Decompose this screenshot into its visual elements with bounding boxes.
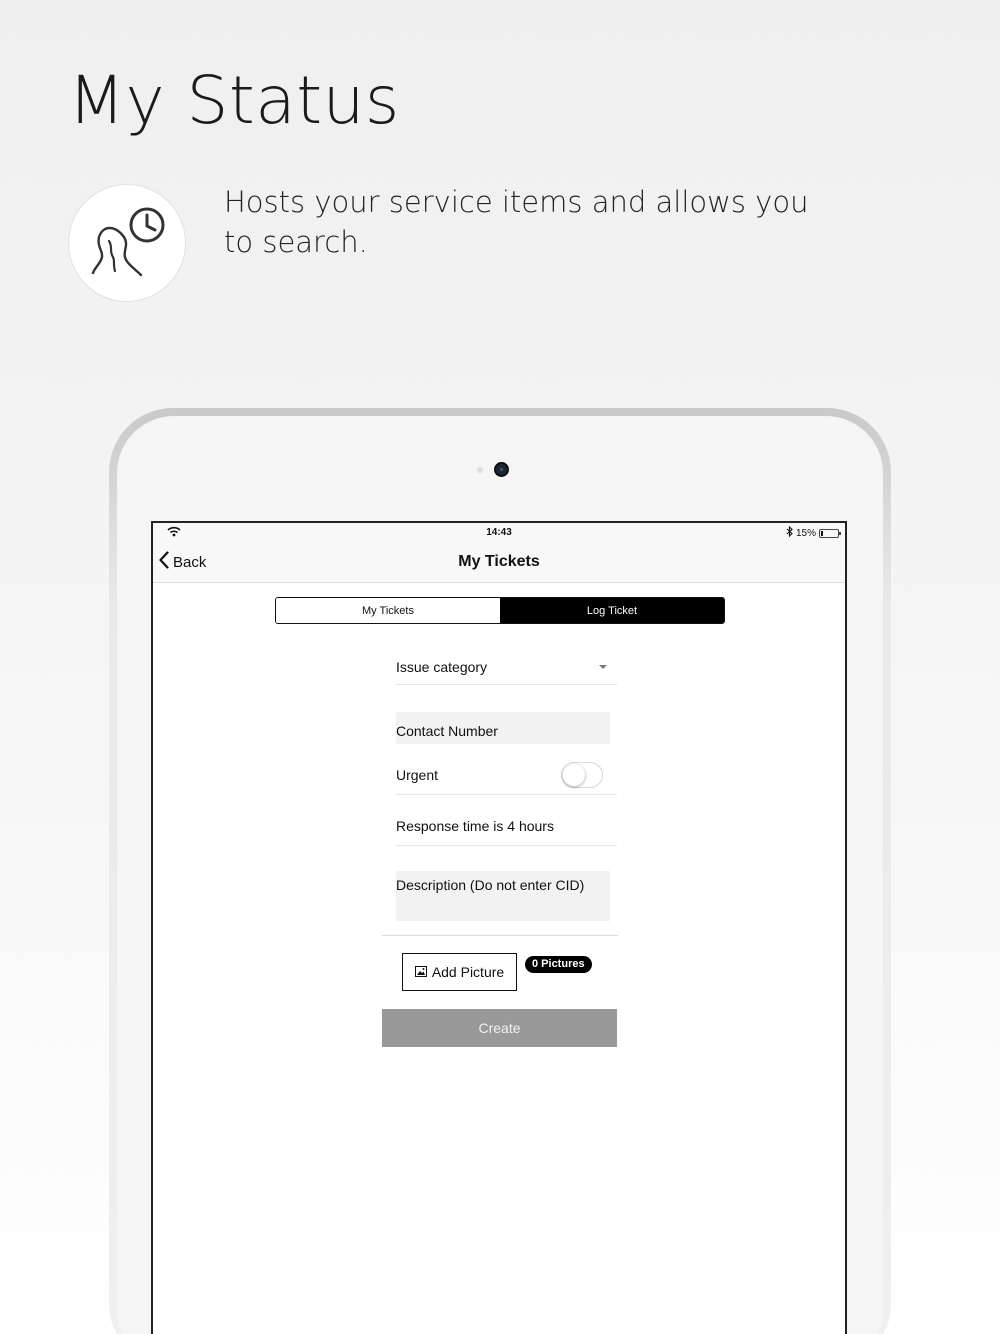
hero-title: My Status xyxy=(68,62,400,139)
tab-log-ticket[interactable]: Log Ticket xyxy=(500,598,724,623)
pictures-count-badge: 0 Pictures xyxy=(525,956,592,973)
image-icon xyxy=(415,964,427,980)
toggle-knob xyxy=(563,764,585,786)
app-screen xyxy=(151,521,847,1334)
caret-down-icon xyxy=(599,665,607,669)
urgent-row xyxy=(396,763,617,795)
person-clock-icon xyxy=(68,184,186,302)
hero-description: Hosts your service items and allows you to search. xyxy=(224,185,809,259)
battery-percent: 15% xyxy=(795,527,816,539)
create-button[interactable]: Create xyxy=(382,1009,617,1047)
status-time: 14:43 xyxy=(486,527,512,538)
bluetooth-icon xyxy=(786,526,793,540)
status-bar xyxy=(153,523,845,543)
battery-icon xyxy=(819,529,839,538)
add-picture-label: Add Picture xyxy=(431,964,505,980)
response-time-text: Response time is 4 hours xyxy=(396,816,617,846)
contact-number-input[interactable] xyxy=(396,712,610,744)
navigation-bar xyxy=(153,543,845,583)
nav-title: My Tickets xyxy=(458,553,540,570)
add-picture-button[interactable] xyxy=(402,953,517,991)
divider xyxy=(382,935,618,936)
tab-my-tickets[interactable]: My Tickets xyxy=(276,598,500,623)
issue-category-label: Issue category xyxy=(396,659,488,675)
urgent-label: Urgent xyxy=(396,767,439,783)
description-input[interactable] xyxy=(396,871,610,921)
urgent-toggle[interactable] xyxy=(561,762,603,788)
ticket-tabs xyxy=(275,597,725,624)
issue-category-dropdown[interactable] xyxy=(396,653,617,685)
light-sensor xyxy=(477,467,483,473)
camera-icon xyxy=(494,462,509,477)
back-label: Back xyxy=(173,553,207,571)
